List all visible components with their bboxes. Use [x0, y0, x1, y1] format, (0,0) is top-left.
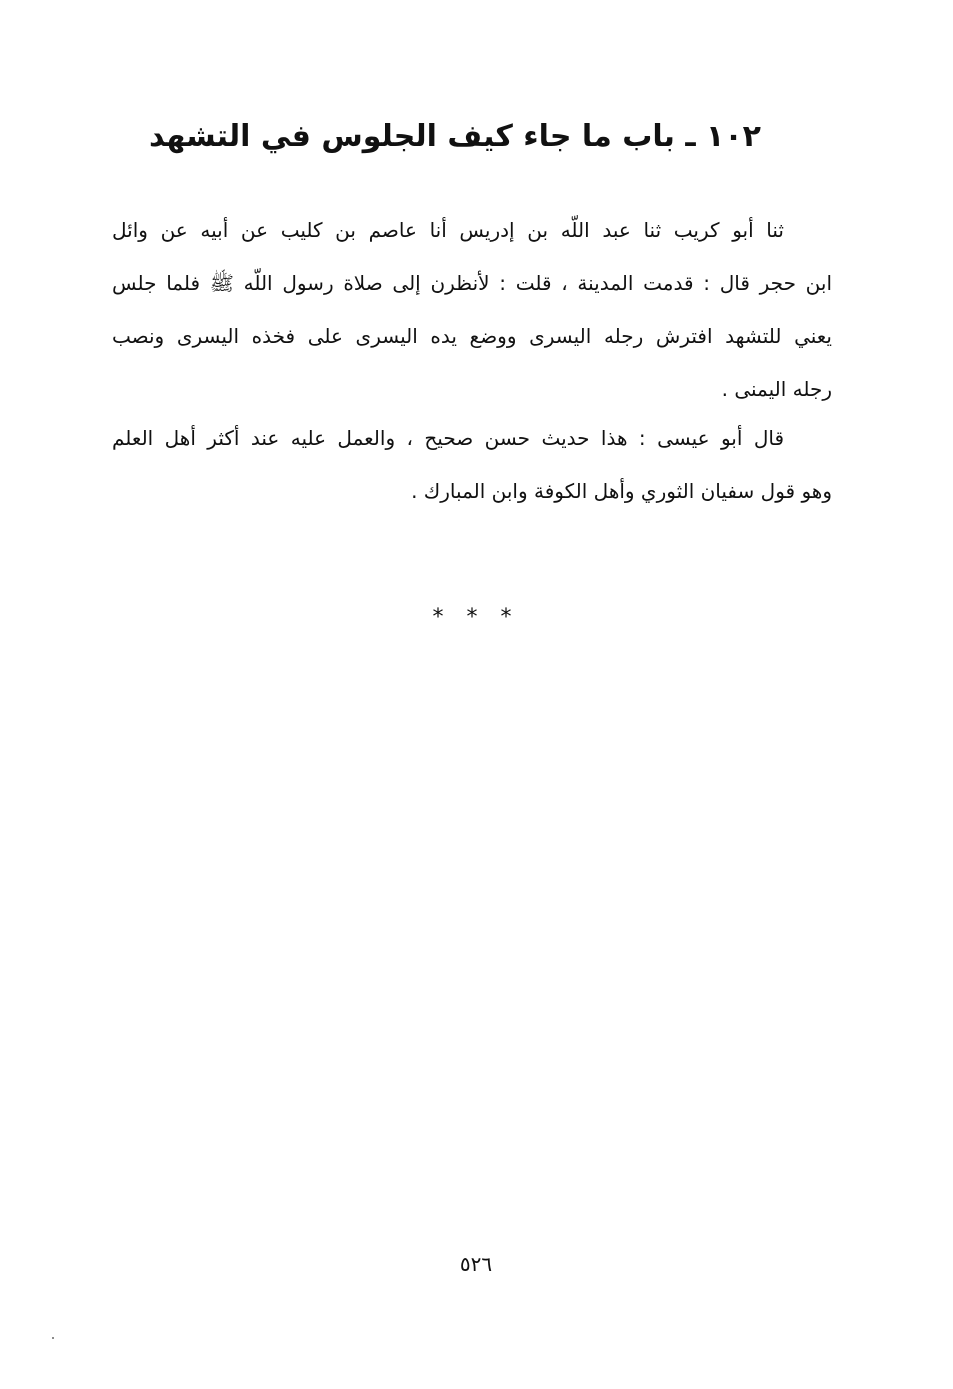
text-line: ابن حجر قال : قدمت المدينة ، قلت : لأنظرن إلى صلاة رسول اللّه ﷺ فلما جلس	[112, 271, 832, 295]
text-line: ثنا أبو كريب ثنا عبد اللّه بن إدريس أنا عاصم بن كليب عن أبيه عن وائل	[112, 218, 784, 242]
hadith-paragraph	[112, 204, 832, 416]
commentary-paragraph	[112, 412, 832, 518]
chapter-title: ١٠٢ ـ باب ما جاء كيف الجلوس في التشهد	[149, 119, 761, 154]
text-line: قال أبو عيسى : هذا حديث حسن صحيح ، والعمل عليه عند أكثر أهل العلم	[112, 426, 784, 450]
page-number: ٥٢٦	[459, 1252, 493, 1276]
text-line: رجله اليمنى .	[721, 377, 832, 401]
text-line: وهو قول سفيان الثوري وأهل الكوفة وابن المبارك .	[411, 479, 832, 503]
scan-speck	[52, 1337, 54, 1339]
text-line: يعني للتشهد افترش رجله اليسرى ووضع يده اليسرى على فخذه اليسرى ونصب	[112, 324, 832, 348]
section-separator: * * *	[432, 605, 520, 630]
